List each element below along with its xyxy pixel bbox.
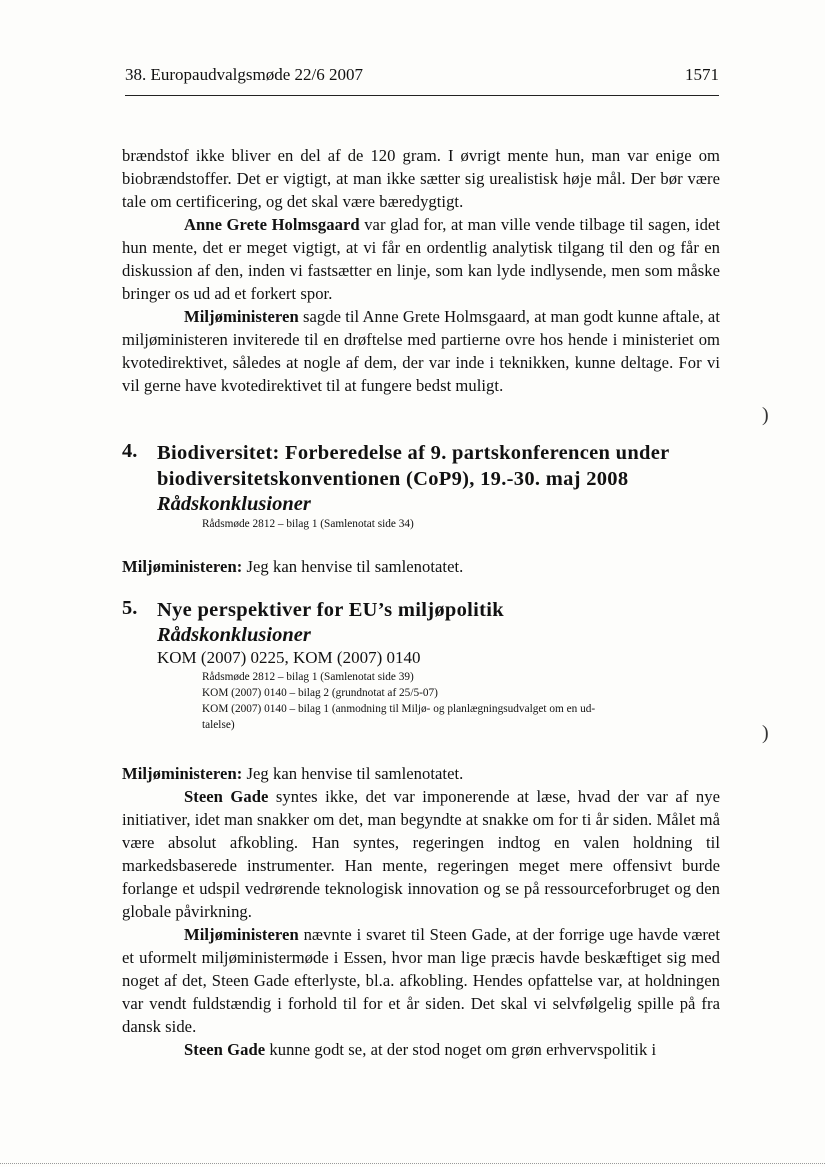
header-rule [125, 95, 719, 96]
item-title-line: biodiversitetskonventionen (CoP9), 19.-30. maj 2008 [157, 468, 629, 490]
paragraph-text: nævnte i svaret til Steen Gade, at der forrige uge havde været et uformelt miljøministermøde i Essen, hvor man lige præcis havde beskæftiget sig med noget af det, Steen Gade efterlyste, bl.a. afkobling. Hendes opfattelse var, at holdningen var vendt fuldstændig i forhold til for et år siden. Det skal vi selvfølgelig spille på fra dansk side. [122, 925, 720, 1036]
header-title: 38. Europaudvalgsmøde 22/6 2007 [125, 65, 363, 84]
margin-mark: ) [762, 722, 769, 744]
item-title-line: Biodiversitet: Forberedelse af 9. partskonferencen under [157, 442, 670, 464]
body-block-3 [122, 762, 720, 1061]
speaker-name: Steen Gade [184, 787, 269, 806]
item-subtitle: Rådskonklusioner [157, 624, 311, 646]
paragraph-line: høje mål. Der bør være tale om certificering, og det skal være bæredygtigt. [122, 169, 721, 211]
page-header [125, 60, 719, 90]
item-number: 5. [122, 597, 138, 619]
paragraph-minister-short [122, 762, 720, 785]
speaker-name: Miljøministeren [184, 925, 299, 944]
paragraph-minister-reply [122, 923, 720, 1038]
speaker-name: Miljøministeren [184, 307, 299, 326]
agenda-item-4 [122, 440, 722, 532]
item-kom-reference: KOM (2007) 0225, KOM (2007) 0140 [157, 648, 421, 667]
speaker-name: Miljøministeren: [122, 557, 243, 576]
paragraph-text: Jeg kan henvise til samlenotatet. [242, 557, 464, 576]
item-subtitle: Rådskonklusioner [157, 493, 311, 515]
item-reference: KOM (2007) 0140 – bilag 1 (anmodning til Miljø- og planlægningsudvalget om en ud- [202, 703, 596, 715]
item-title: Nye perspektiver for EU’s miljøpolitik [157, 599, 504, 621]
paragraph-minister [122, 305, 720, 397]
item-title [157, 440, 722, 492]
agenda-item-5 [122, 597, 722, 733]
paragraph-gade-2 [122, 1038, 720, 1061]
page-number: 1571 [685, 65, 719, 84]
speaker-name: Anne Grete Holmsgaard [184, 215, 360, 234]
paragraph-holmsgaard [122, 213, 720, 305]
speaker-name: Miljøministeren: [122, 764, 243, 783]
paragraph-text: syntes ikke, det var imponerende at læse, hvad der var af nye initiativer, idet man snakker om det, man begyndte at snakke om for ti år siden. Målet må være absolut afkobling. Han syntes, regeringen indtog en valen holdning til markedsbaserede instrumenter. Han mente, regeringen meget mere offensivt burde forlange et udspil vedrørende teknologisk innovation og se på ressourceforbruget og den globale påvirkning. [122, 787, 720, 921]
body-block-1 [122, 144, 720, 397]
paragraph-text: sagde til Anne Grete Holmsgaard, at man godt kunne aftale, at miljøministeren inviterede til en drøftelse med partierne ovre hos hende i ministeriet om kvotedirektivet, således at nogle af dem, der var inde i teknikken, kunne deltage. For vi vil gerne have kvotedirektivet til at fungere bedst muligt. [122, 307, 720, 395]
margin-mark: ) [762, 404, 769, 426]
item-number: 4. [122, 440, 138, 462]
body-block-2 [122, 555, 720, 578]
scan-edge [0, 1163, 825, 1164]
speaker-name: Steen Gade [184, 1040, 266, 1059]
item-reference: Rådsmøde 2812 – bilag 1 (Samlenotat side 34) [202, 518, 414, 530]
item-reference: Rådsmøde 2812 – bilag 1 (Samlenotat side 39) [202, 671, 414, 683]
paragraph-text: kunne godt se, at der stod noget om grøn erhvervspolitik i [265, 1040, 657, 1059]
paragraph-gade [122, 785, 720, 923]
paragraph-continued [122, 144, 720, 213]
item-reference: talelse) [202, 719, 235, 731]
paragraph-minister-short [122, 555, 720, 578]
paragraph-line: brændstof ikke bliver en del af de 120 gram. I øvrigt mente hun, man var [122, 146, 656, 165]
paragraph-text: Jeg kan henvise til samlenotatet. [242, 764, 464, 783]
paragraph-text: var glad for, at man ville vende tilbage til sagen, idet hun mente, det er meget vigtigt, at vi får en ordentlig analytisk tilgang til den og får en diskussion af den, inden vi fastsætter en linje, som kan lyde indlysende, men som måske bringer os ud ad et forkert spor. [122, 215, 720, 303]
item-reference: KOM (2007) 0140 – bilag 2 (grundnotat af 25/5-07) [202, 687, 438, 699]
paragraph-line: enige om biobrændstoffer. Det er vigtigt, at man ikke sætter sig urealistisk [122, 146, 720, 188]
